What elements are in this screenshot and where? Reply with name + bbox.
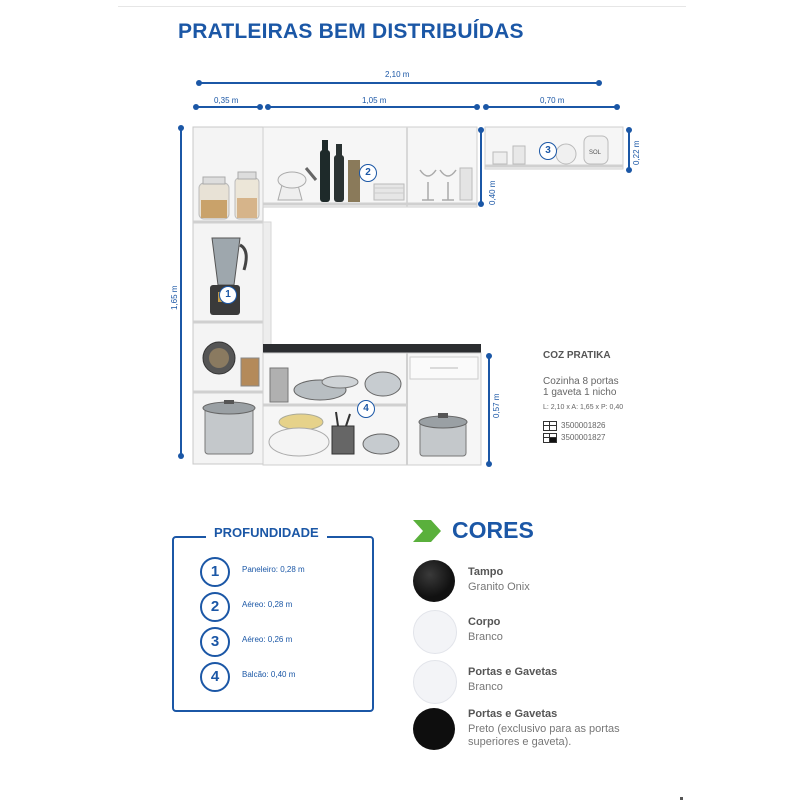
product-description-line-2: 1 gaveta 1 nicho bbox=[543, 387, 617, 398]
width-1-label: 0,35 m bbox=[214, 96, 239, 105]
marker-1: 1 bbox=[219, 286, 237, 304]
pot-icon bbox=[205, 408, 253, 454]
marker-4: 4 bbox=[357, 400, 375, 418]
depth-text: Balcão: 0,40 m bbox=[242, 670, 296, 679]
product-code-white bbox=[543, 421, 606, 431]
grater-icon bbox=[270, 368, 288, 402]
product-code-1: 3500001826 bbox=[561, 421, 606, 431]
height-total-label: 1,65 m bbox=[170, 285, 179, 310]
width-3-label: 0,70 m bbox=[540, 96, 565, 105]
depth-text: Paneleiro: 0,28 m bbox=[242, 565, 305, 574]
color-name: Portas e Gavetas bbox=[468, 708, 558, 720]
marker-2: 2 bbox=[359, 164, 377, 182]
depth-text: Aéreo: 0,26 m bbox=[242, 635, 293, 644]
product-code-2: 3500001827 bbox=[561, 433, 606, 443]
depth-item bbox=[200, 592, 360, 622]
page-title: PRATLEIRAS BEM DISTRIBUÍDAS bbox=[178, 20, 524, 43]
color-desc: Branco bbox=[468, 681, 503, 693]
depth-number: 2 bbox=[200, 592, 230, 622]
jar-label: SOL bbox=[589, 150, 602, 156]
product-description bbox=[543, 376, 663, 398]
cores-title: CORES bbox=[452, 517, 534, 543]
depth-item bbox=[200, 627, 360, 657]
depth-number: 4 bbox=[200, 662, 230, 692]
color-name: Portas e Gavetas bbox=[468, 666, 558, 678]
color-desc: Preto (exclusivo para as portas superiores e gaveta). bbox=[468, 723, 620, 748]
pot-icon bbox=[363, 434, 399, 454]
product-dimensions: L: 2,10 x A: 1,65 x P: 0,40 bbox=[543, 404, 624, 411]
width-2-label: 1,05 m bbox=[362, 96, 387, 105]
plates-icon bbox=[374, 184, 404, 200]
product-name: COZ PRATIKA bbox=[543, 350, 611, 361]
color-name: Tampo bbox=[468, 566, 504, 578]
color-desc: Branco bbox=[468, 631, 503, 643]
depth-text: Aéreo: 0,28 m bbox=[242, 600, 293, 609]
color-swatch-granito bbox=[413, 560, 455, 602]
marker-3: 3 bbox=[539, 142, 557, 160]
niche-height-label: 0,22 m bbox=[632, 140, 641, 165]
depth-number: 1 bbox=[200, 557, 230, 587]
product-code-black bbox=[543, 433, 606, 443]
product-description-line-1: Cozinha 8 portas bbox=[543, 376, 619, 387]
countertop-granite bbox=[263, 344, 481, 353]
chevron-right-icon bbox=[413, 520, 443, 542]
depth-item bbox=[200, 557, 360, 587]
depth-title: PROFUNDIDADE bbox=[206, 525, 327, 540]
total-width-label: 2,10 m bbox=[385, 70, 410, 79]
bowl-icon bbox=[269, 428, 329, 456]
color-desc: Granito Onix bbox=[468, 581, 530, 593]
depth-item bbox=[200, 662, 360, 692]
upper-height-label: 0,40 m bbox=[488, 180, 497, 205]
white-door-swatch-icon bbox=[543, 421, 557, 431]
color-swatch-branco bbox=[413, 610, 457, 654]
bottle-icon bbox=[334, 155, 344, 202]
bowl-icon bbox=[365, 372, 401, 396]
base-height-label: 0,57 m bbox=[492, 393, 501, 418]
depth-number: 3 bbox=[200, 627, 230, 657]
color-swatch-preto bbox=[413, 708, 455, 750]
bottle-icon bbox=[320, 150, 330, 202]
color-swatch-branco-portas bbox=[413, 660, 457, 704]
black-door-swatch-icon bbox=[543, 433, 557, 443]
utensil-holder-icon bbox=[332, 426, 354, 454]
color-name: Corpo bbox=[468, 616, 501, 628]
